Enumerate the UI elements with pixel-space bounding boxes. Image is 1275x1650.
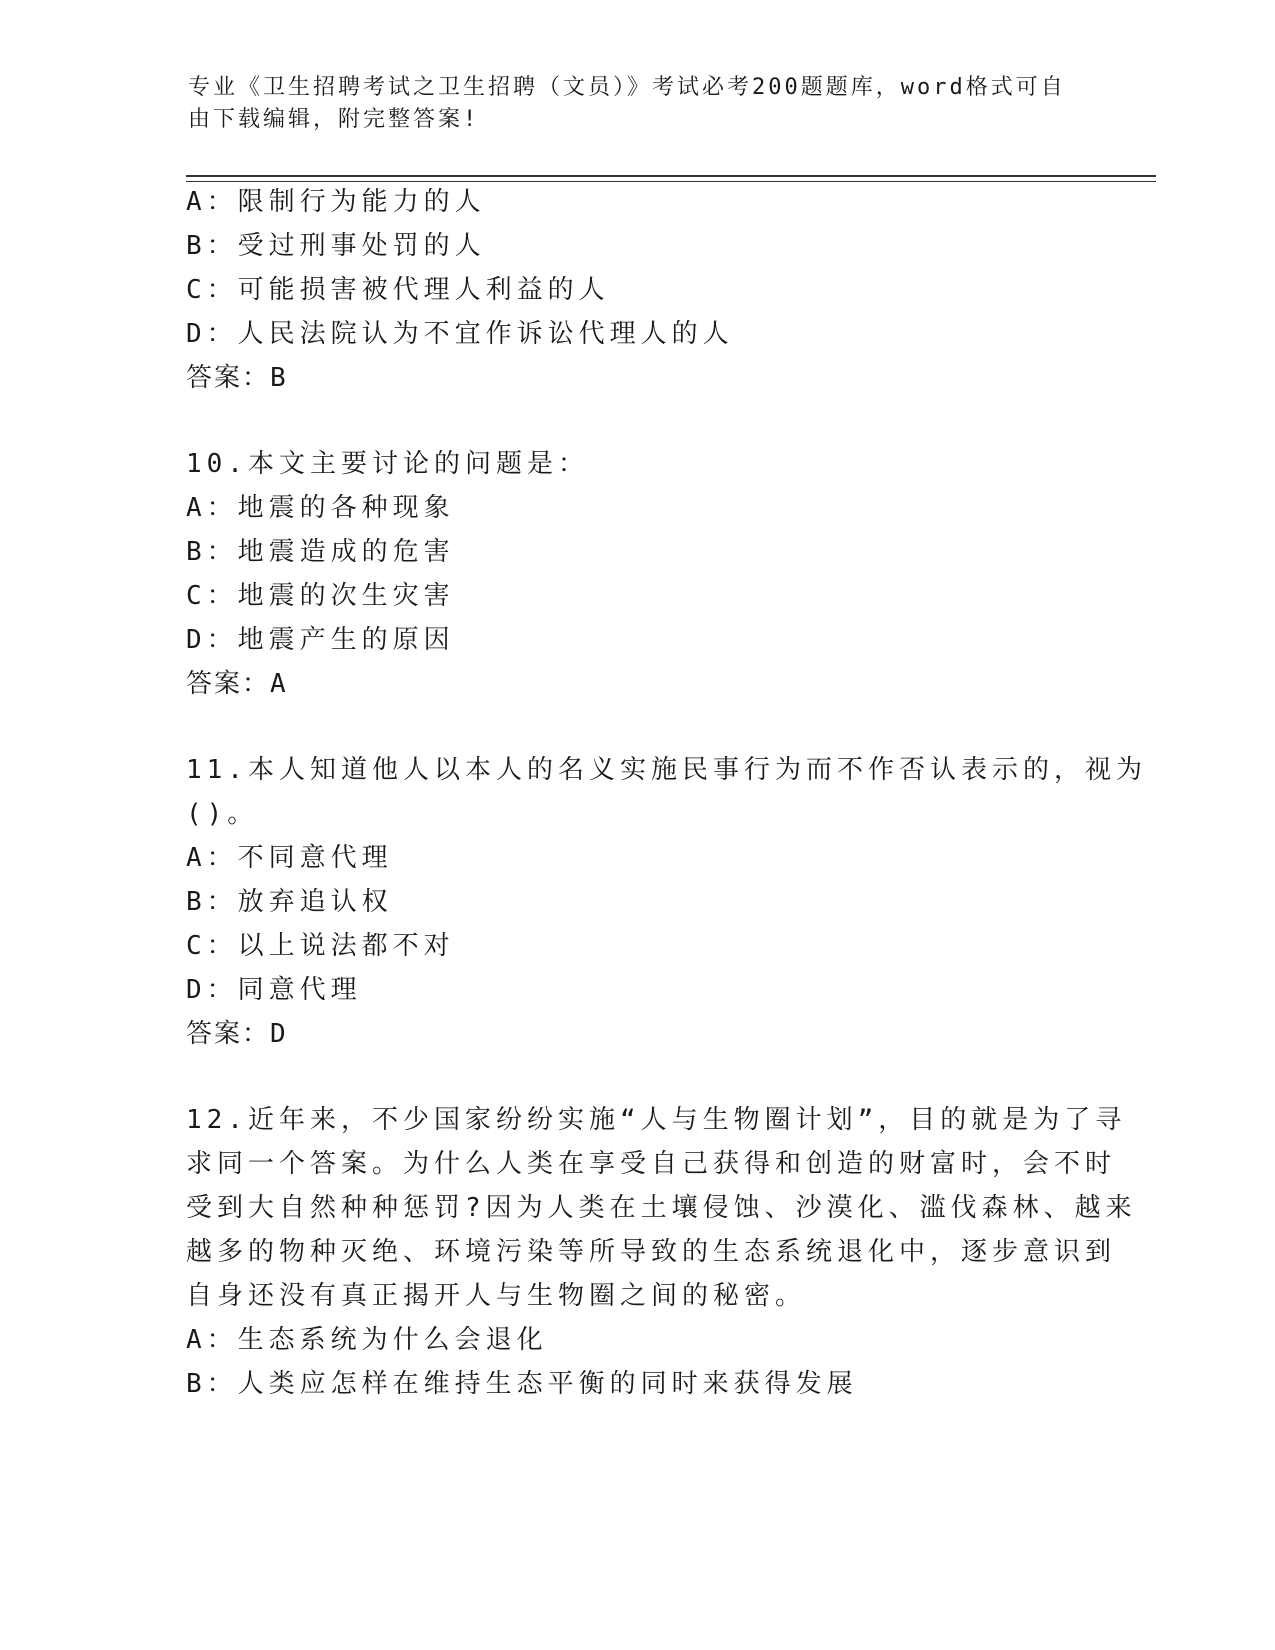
header-divider-thin bbox=[186, 181, 1156, 182]
q10-stem: 10.本文主要讨论的问题是： bbox=[186, 449, 589, 479]
q11-option-c: C：以上说法都不对 bbox=[186, 931, 455, 961]
document-header bbox=[188, 72, 1068, 136]
q12-stem-line-2: 求同一个答案。为什么人类在享受自己获得和创造的财富时，会不时 bbox=[186, 1149, 1117, 1179]
q12-stem-line-3: 受到大自然种种惩罚?因为人类在土壤侵蚀、沙漠化、滥伐森林、越来 bbox=[186, 1193, 1137, 1223]
q10-option-b: B：地震造成的危害 bbox=[186, 537, 455, 567]
q12-option-b: B：人类应怎样在维持生态平衡的同时来获得发展 bbox=[186, 1369, 858, 1399]
q12-option-a: A：生态系统为什么会退化 bbox=[186, 1325, 548, 1355]
q11-answer: 答案：D bbox=[186, 1019, 288, 1049]
q10-option-d: D：地震产生的原因 bbox=[186, 625, 455, 655]
q10-answer: 答案：A bbox=[186, 669, 288, 699]
q11-option-a: A：不同意代理 bbox=[186, 843, 393, 873]
q11-stem-line-1: 11.本人知道他人以本人的名义实施民事行为而不作否认表示的，视为 bbox=[186, 755, 1147, 785]
q10-option-a: A：地震的各种现象 bbox=[186, 493, 455, 523]
header-line-1: 专业《卫生招聘考试之卫生招聘（文员）》考试必考200题题库，word格式可自 bbox=[188, 75, 1066, 100]
q10-option-c: C：地震的次生灾害 bbox=[186, 581, 455, 611]
q12-stem-line-5: 自身还没有真正揭开人与生物圈之间的秘密。 bbox=[186, 1281, 807, 1311]
q9-option-d: D：人民法院认为不宜作诉讼代理人的人 bbox=[186, 319, 734, 349]
header-divider-thick bbox=[186, 175, 1156, 177]
q12-stem-line-1: 12.近年来，不少国家纷纷实施“人与生物圈计划”，目的就是为了寻 bbox=[186, 1105, 1127, 1135]
q11-stem-line-2: ()。 bbox=[186, 799, 259, 829]
header-line-2: 由下载编辑，附完整答案! bbox=[188, 107, 480, 132]
q11-option-d: D：同意代理 bbox=[186, 975, 362, 1005]
q9-option-b: B：受过刑事处罚的人 bbox=[186, 231, 486, 261]
q9-answer: 答案：B bbox=[186, 363, 288, 393]
q9-option-a: A：限制行为能力的人 bbox=[186, 187, 486, 217]
q9-option-c: C：可能损害被代理人利益的人 bbox=[186, 275, 610, 305]
q12-stem-line-4: 越多的物种灭绝、环境污染等所导致的生态系统退化中，逐步意识到 bbox=[186, 1237, 1117, 1267]
q11-option-b: B：放弃追认权 bbox=[186, 887, 393, 917]
